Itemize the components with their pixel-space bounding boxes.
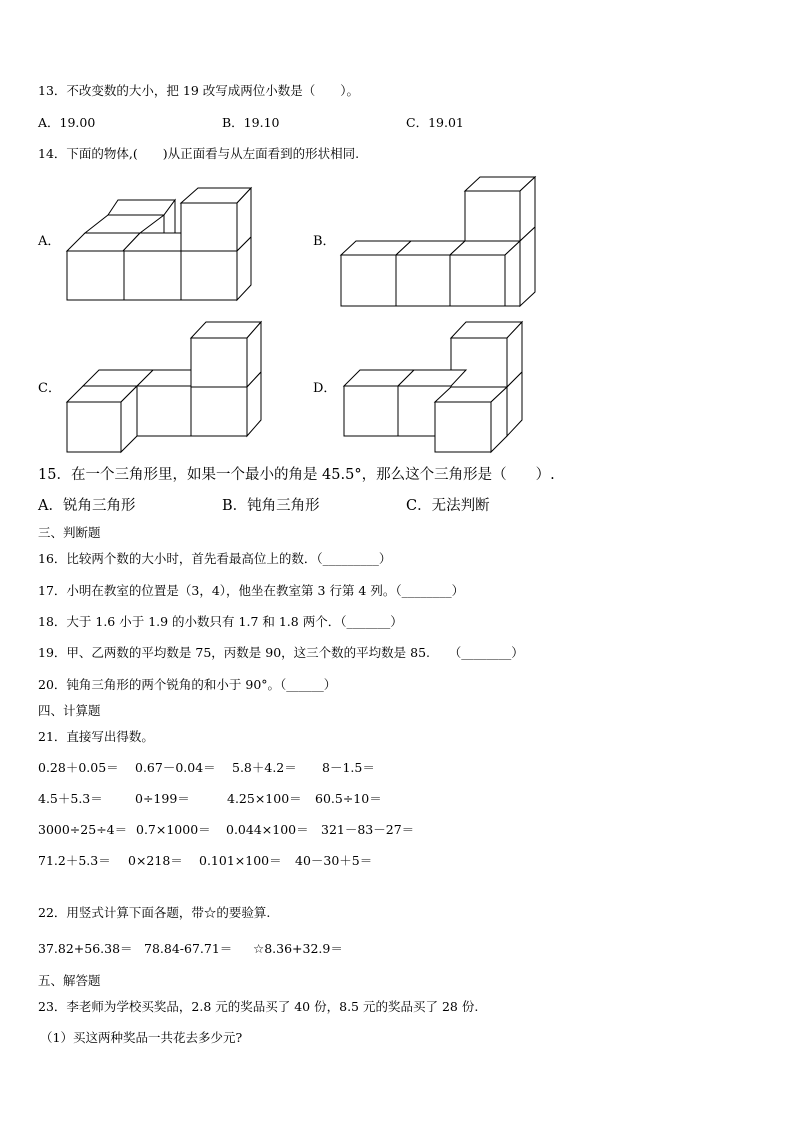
figure-d-cubes [340,320,530,455]
calc-item: ☆8.36+32.9＝ [253,941,343,956]
q14-label-c: C． [38,381,61,396]
calc-item: 0.7×1000＝ [136,822,211,837]
q23-sub1: （1）买这两种奖品一共花去多少元? [40,1030,243,1045]
calc-item: 0×218＝ [128,853,183,868]
calc-item: 0.044×100＝ [226,822,309,837]
q13-option-c: C．19.01 [406,115,464,130]
q13-option-a: A．19.00 [38,115,96,130]
q15-option-b: B．钝角三角形 [222,498,320,514]
calc-item: 71.2＋5.3＝ [38,853,111,868]
figure-b-cubes [338,175,543,310]
calc-item: 321－83－27＝ [321,822,415,837]
q13-option-b: B．19.10 [222,115,280,130]
calc-item: 3000÷25÷4＝ [38,822,128,837]
q15-option-c: C．无法判断 [406,498,490,514]
q17-text: 17．小明在教室的位置是（3，4），他坐在教室第 3 行第 4 列。（________） [38,583,465,598]
q21-row-2 [38,791,382,807]
calc-item: 0.67－0.04＝ [135,760,216,775]
q14-text: 14．下面的物体,( )从正面看与从左面看到的形状相同. [38,146,360,161]
q14-label-b: B． [313,234,336,249]
q23-text: 23．李老师为学校买奖品，2.8 元的奖品买了 40 份，8.5 元的奖品买了 28 份. [38,999,479,1014]
q21-row-4 [38,853,372,869]
q13-text: 13．不改变数的大小，把 19 改写成两位小数是（ ）。 [38,83,360,98]
figure-c-cubes [63,320,268,455]
calc-item: 60.5÷10＝ [315,791,382,806]
calc-item: 4.25×100＝ [227,791,302,806]
calc-item: 8－1.5＝ [322,760,375,775]
calc-item: 37.82+56.38＝ [38,941,133,956]
calc-item: 4.5＋5.3＝ [38,791,103,806]
calc-item: 0.101×100＝ [199,853,282,868]
calc-item: 40－30＋5＝ [295,853,373,868]
q19-text: 19．甲、乙两数的平均数是 75，丙数是 90，这三个数的平均数是 85. （________） [38,645,524,660]
q14-label-d: D． [313,381,337,396]
q21-text: 21．直接写出得数。 [38,729,154,744]
calc-item: 5.8＋4.2＝ [232,760,297,775]
calc-item: 78.84-67.71＝ [144,941,233,956]
q20-text: 20．钝角三角形的两个锐角的和小于 90°。（______） [38,677,337,692]
section-4-heading: 四、计算题 [38,703,101,718]
calc-item: 0÷199＝ [135,791,190,806]
q16-text: 16．比较两个数的大小时，首先看最高位上的数．（_________） [38,551,392,566]
q22-text: 22．用竖式计算下面各题，带☆的要验算. [38,905,271,920]
q15-text: 15．在一个三角形里，如果一个最小的角是 45.5°，那么这个三角形是（ ）. [38,467,555,483]
q18-text: 18．大于 1.6 小于 1.9 的小数只有 1.7 和 1.8 两个．（_______） [38,614,403,629]
section-3-heading: 三、判断题 [38,525,101,540]
q15-option-a: A．锐角三角形 [38,498,136,514]
q21-row-1 [38,760,375,776]
section-5-heading: 五、解答题 [38,973,101,988]
calc-item: 0.28＋0.05＝ [38,760,119,775]
q22-items [38,941,343,957]
figure-a-cubes [60,185,260,305]
q14-label-a: A． [38,234,61,249]
q21-row-3 [38,822,414,838]
